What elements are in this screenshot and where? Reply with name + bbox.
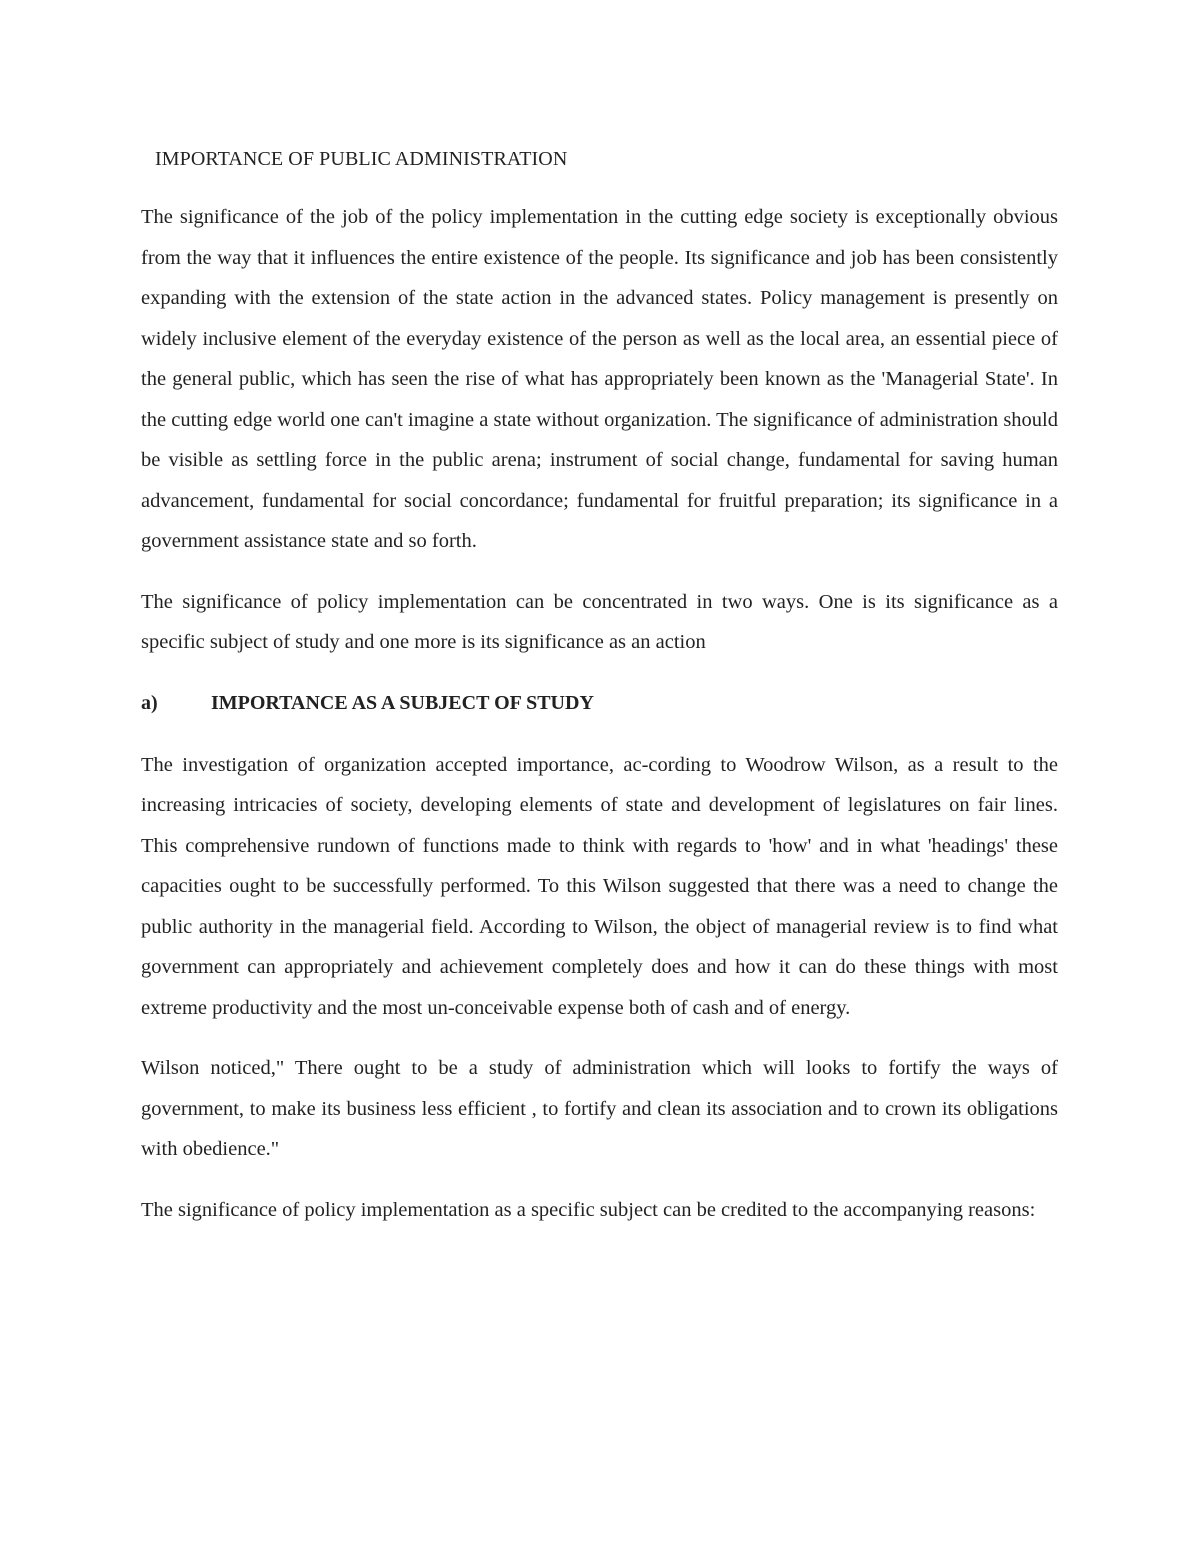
section-a-paragraph-3: The significance of policy implementation as a specific subject can be credited to the accompanying reasons: <box>141 1198 1036 1221</box>
section-a-marker: a) <box>141 691 158 714</box>
section-a-heading <box>141 683 1058 723</box>
section-a-heading-text: IMPORTANCE AS A SUBJECT OF STUDY <box>211 691 594 714</box>
document-title: IMPORTANCE OF PUBLIC ADMINISTRATION <box>155 148 568 170</box>
intro-paragraph-1: The significance of the job of the policy implementation in the cutting edge society is exceptionally obvious from the way that it influences the entire existence of the people. Its significance and job has been consistently expanding with the extension of the state action in the advanced states. Policy management is presently on widely inclusive element of the everyday existence of the person as well as the local area, an essential piece of the general public, which has seen the rise of what has appropriately been known as the 'Managerial State'. In the cutting edge world one can't imagine a state without organization. The significance of administration should be visible as settling force in the public arena; instrument of social change, fundamental for saving human advancement, fundamental for social concordance; fundamental for fruitful preparation; its significance in a government assistance state and so forth. <box>141 206 1058 552</box>
section-a-paragraph-2: Wilson noticed," There ought to be a study of administration which will looks to fortify the ways of government, to make its business less efficient , to fortify and clean its association and to crown its obligations with obedience." <box>141 1057 1058 1160</box>
section-a-paragraph-1: The investigation of organization accepted importance, ac-cording to Woodrow Wilson, as a result to the increasing intricacies of society, developing elements of state and development of legislatures on fair lines. This comprehensive rundown of functions made to think with regards to 'how' and in what 'headings' these capacities ought to be successfully performed. To this Wilson suggested that there was a need to change the public authority in the managerial field. According to Wilson, the object of managerial review is to find what government can appropriately and achievement completely does and how it can do these things with most extreme productivity and the most un-conceivable expense both of cash and of energy. <box>141 753 1058 1019</box>
document-body <box>141 143 1058 1250</box>
intro-paragraph-2: The significance of policy implementation can be concentrated in two ways. One is its significance as a specific subject of study and one more is its significance as an action <box>141 590 1058 653</box>
